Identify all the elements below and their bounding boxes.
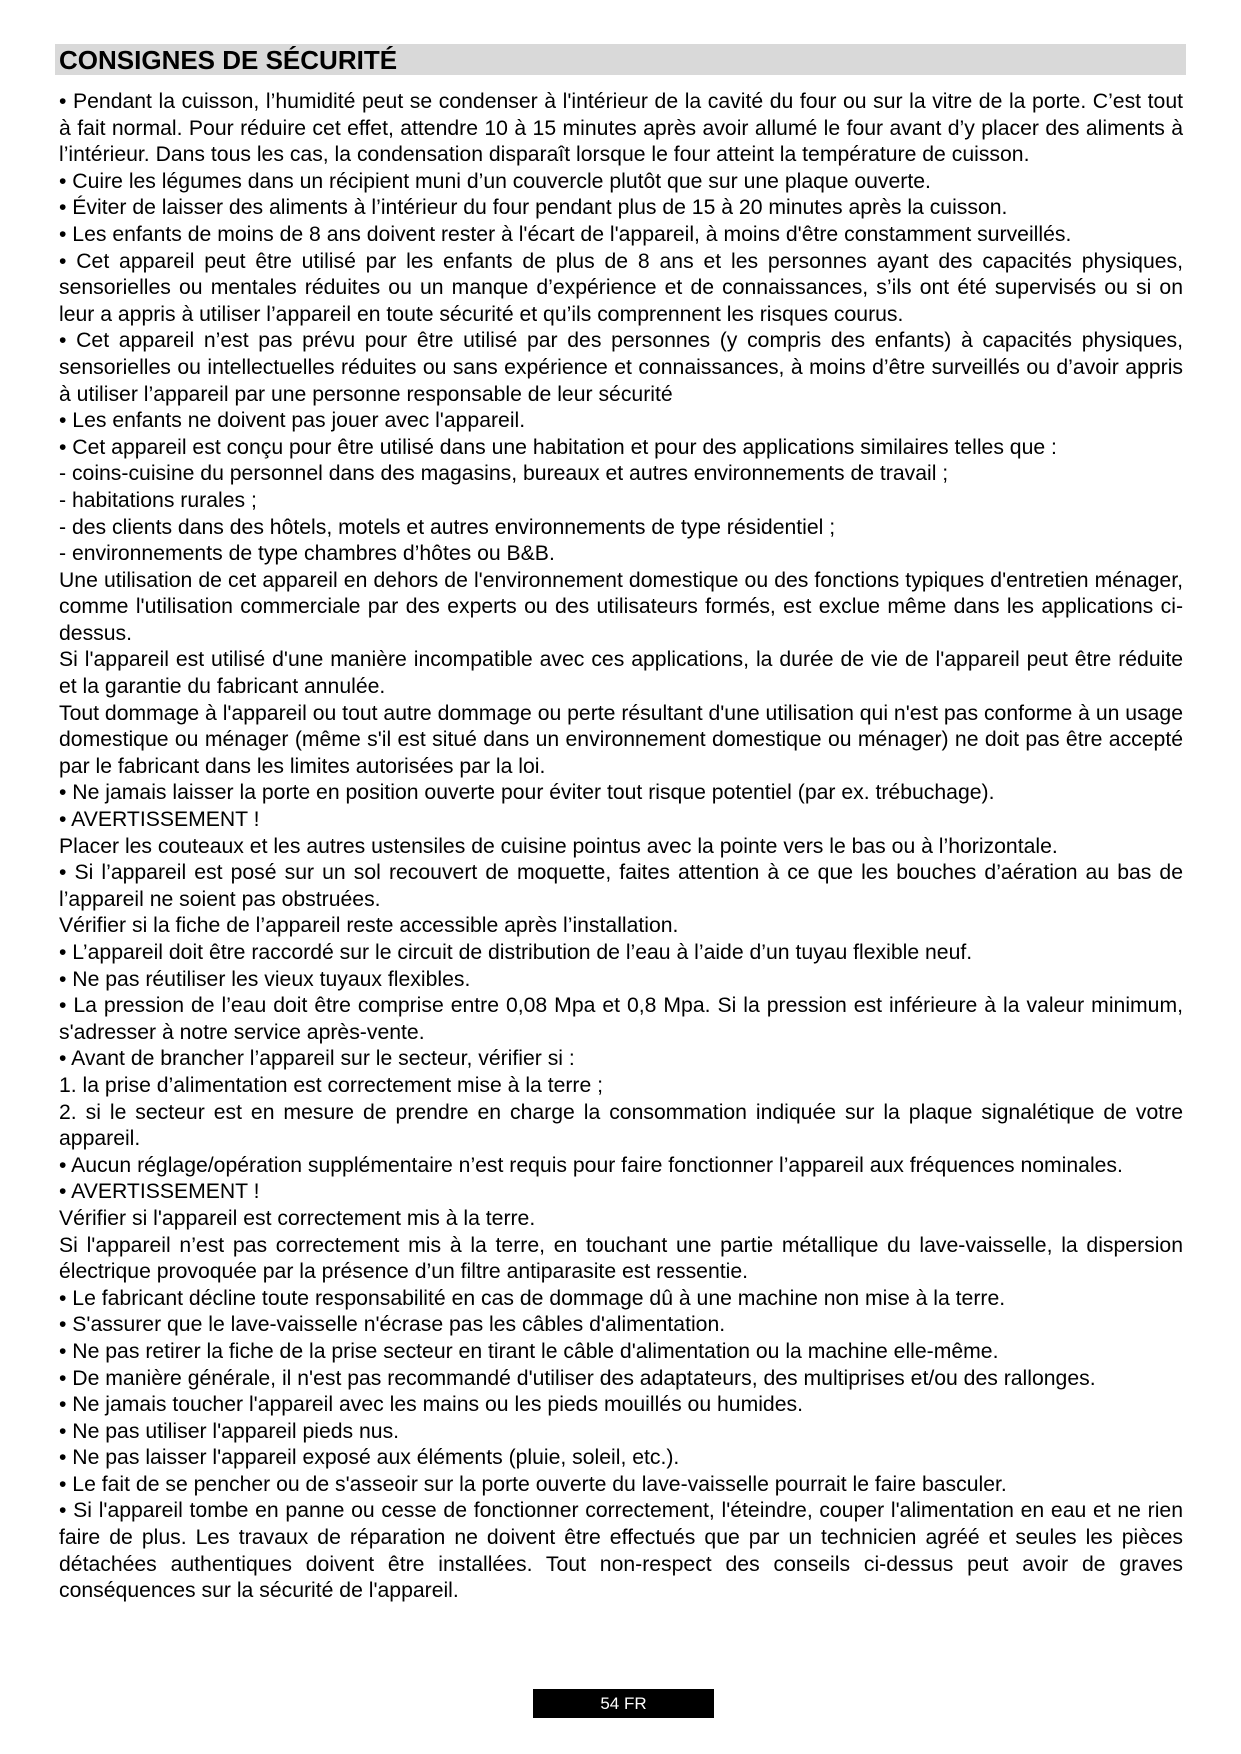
section-title: CONSIGNES DE SÉCURITÉ <box>59 45 398 75</box>
instruction-paragraph: • AVERTISSEMENT ! <box>59 808 260 832</box>
instruction-paragraph: - habitations rurales ; <box>59 488 257 512</box>
instruction-paragraph: • Aucun réglage/opération supplémentaire n’est requis pour faire fonctionner l’appareil aux fréquences nominales. <box>59 1153 1123 1177</box>
instruction-paragraph: 1. la prise d’alimentation est correctement mise à la terre ; <box>59 1073 604 1097</box>
instruction-paragraph: • Cet appareil peut être utilisé par les enfants de plus de 8 ans et les personnes ayant des capacités physiques, sensorielles ou mentales réduites ou un manque d’expérience et de connaissances, s’ils ont été supervisés ou si on leur a appris à utiliser l’appareil en toute sécurité et qu’ils comprennent les risques courus. <box>59 249 1183 326</box>
instruction-paragraph: • Ne pas réutiliser les vieux tuyaux flexibles. <box>59 967 471 991</box>
instruction-paragraph: • Ne jamais toucher l'appareil avec les mains ou les pieds mouillés ou humides. <box>59 1393 803 1417</box>
instruction-paragraph: • Le fabricant décline toute responsabilité en cas de dommage dû à une machine non mise à la terre. <box>59 1286 1006 1310</box>
instruction-paragraph: • Le fait de se pencher ou de s'asseoir sur la porte ouverte du lave-vaisselle pourrait le faire basculer. <box>59 1472 1007 1496</box>
instruction-paragraph: • Ne pas utiliser l'appareil pieds nus. <box>59 1419 400 1443</box>
safety-instructions-body <box>59 89 1183 1605</box>
page-number-box <box>533 1689 714 1718</box>
instruction-paragraph: Si l'appareil n’est pas correctement mis à la terre, en touchant une partie métallique du lave-vaisselle, la dispersion électrique provoquée par la présence d’un filtre antiparasite est ressentie. <box>59 1233 1183 1284</box>
instruction-paragraph: - des clients dans des hôtels, motels et autres environnements de type résidentiel ; <box>59 515 836 539</box>
instruction-paragraph: • Avant de brancher l’appareil sur le secteur, vérifier si : <box>59 1047 575 1071</box>
instruction-paragraph: • Les enfants de moins de 8 ans doivent rester à l'écart de l'appareil, à moins d'être constamment surveillés. <box>59 222 1072 246</box>
instruction-paragraph: Vérifier si l'appareil est correctement mis à la terre. <box>59 1206 536 1230</box>
page-number: 54 FR <box>600 1694 647 1713</box>
instruction-paragraph: • Si l'appareil tombe en panne ou cesse de fonctionner correctement, l'éteindre, couper l'alimentation en eau et ne rien faire de plus. Les travaux de réparation ne doivent être effectués que par un technicien agréé et seules les pièces détachées authentiques doivent être installées. Tout non-respect des conseils ci-dessus peut avoir de graves conséquences sur la sécurité de l'appareil. <box>59 1499 1183 1603</box>
instruction-paragraph: Si l'appareil est utilisé d'une manière incompatible avec ces applications, la durée de vie de l'appareil peut être réduite et la garantie du fabricant annulée. <box>59 648 1183 699</box>
instruction-paragraph: Placer les couteaux et les autres ustensiles de cuisine pointus avec la pointe vers le bas ou à l’horizontale. <box>59 834 1058 858</box>
instruction-paragraph: • Éviter de laisser des aliments à l’intérieur du four pendant plus de 15 à 20 minutes après la cuisson. <box>59 196 1008 220</box>
instruction-paragraph: • De manière générale, il n'est pas recommandé d'utiliser des adaptateurs, des multiprises et/ou des rallonges. <box>59 1366 1096 1390</box>
instruction-paragraph: - environnements de type chambres d’hôtes ou B&B. <box>59 542 555 566</box>
instruction-paragraph: • L’appareil doit être raccordé sur le circuit de distribution de l’eau à l’aide d’un tuyau flexible neuf. <box>59 941 973 964</box>
instruction-paragraph: • AVERTISSEMENT ! <box>59 1180 260 1204</box>
instruction-paragraph: • La pression de l’eau doit être comprise entre 0,08 Mpa et 0,8 Mpa. Si la pression est inférieure à la valeur minimum, s'adresser à notre service après-vente. <box>59 994 1183 1044</box>
section-header-bar <box>55 44 1186 75</box>
instruction-paragraph: • S'assurer que le lave-vaisselle n'écrase pas les câbles d'alimentation. <box>59 1313 726 1337</box>
instruction-paragraph: • Les enfants ne doivent pas jouer avec l'appareil. <box>59 409 526 433</box>
instruction-paragraph: • Ne pas laisser l'appareil exposé aux éléments (pluie, soleil, etc.). <box>59 1446 680 1470</box>
instruction-paragraph: • Si l’appareil est posé sur un sol recouvert de moquette, faites attention à ce que les bouches d’aération au bas de l’appareil ne soient pas obstruées. <box>59 861 1183 911</box>
instruction-paragraph: • Pendant la cuisson, l’humidité peut se condenser à l'intérieur de la cavité du four ou sur la vitre de la porte. C’est tout à fait normal. Pour réduire cet effet, attendre 10 à 15 minutes après avoir allumé le four avant d’y placer des aliments à l’intérieur. Dans tous les cas, la condensation disparaît lorsque le four atteint la température de cuisson. <box>59 90 1183 167</box>
instruction-paragraph: - coins-cuisine du personnel dans des magasins, bureaux et autres environnements de travail ; <box>59 462 949 486</box>
instruction-paragraph: • Ne jamais laisser la porte en position ouverte pour éviter tout risque potentiel (par ex. trébuchage). <box>59 781 995 805</box>
instruction-paragraph: Une utilisation de cet appareil en dehors de l'environnement domestique ou des fonctions typiques d'entretien ménager, comme l'utilisation commerciale par des experts ou des utilisateurs formés, est exclue même dans les applications ci-dessus. <box>59 568 1183 645</box>
instruction-paragraph: • Cet appareil n’est pas prévu pour être utilisé par des personnes (y compris des enfants) à capacités physiques, sensorielles ou intellectuelles réduites ou sans expérience et connaissances, à moins d’être surveillés ou d’avoir appris à utiliser l’appareil par une personne responsable de leur sécurité <box>59 329 1183 406</box>
instruction-paragraph: Tout dommage à l'appareil ou tout autre dommage ou perte résultant d'une utilisation qui n'est pas conforme à un usage domestique ou ménager (même s'il est situé dans un environnement domestique ou ménager) ne doit pas être accepté par le fabricant dans les limites autorisées par la loi. <box>59 701 1184 778</box>
instruction-paragraph: Vérifier si la fiche de l’appareil reste accessible après l’installation. <box>59 914 679 938</box>
instruction-paragraph: • Cet appareil est conçu pour être utilisé dans une habitation et pour des applications similaires telles que : <box>59 435 1057 459</box>
instruction-paragraph: • Ne pas retirer la fiche de la prise secteur en tirant le câble d'alimentation ou la machine elle-même. <box>59 1339 999 1363</box>
instruction-paragraph: 2. si le secteur est en mesure de prendre en charge la consommation indiquée sur la plaque signalétique de votre appareil. <box>59 1100 1183 1151</box>
instruction-paragraph: • Cuire les légumes dans un récipient muni d’un couvercle plutôt que sur une plaque ouverte. <box>59 169 931 193</box>
